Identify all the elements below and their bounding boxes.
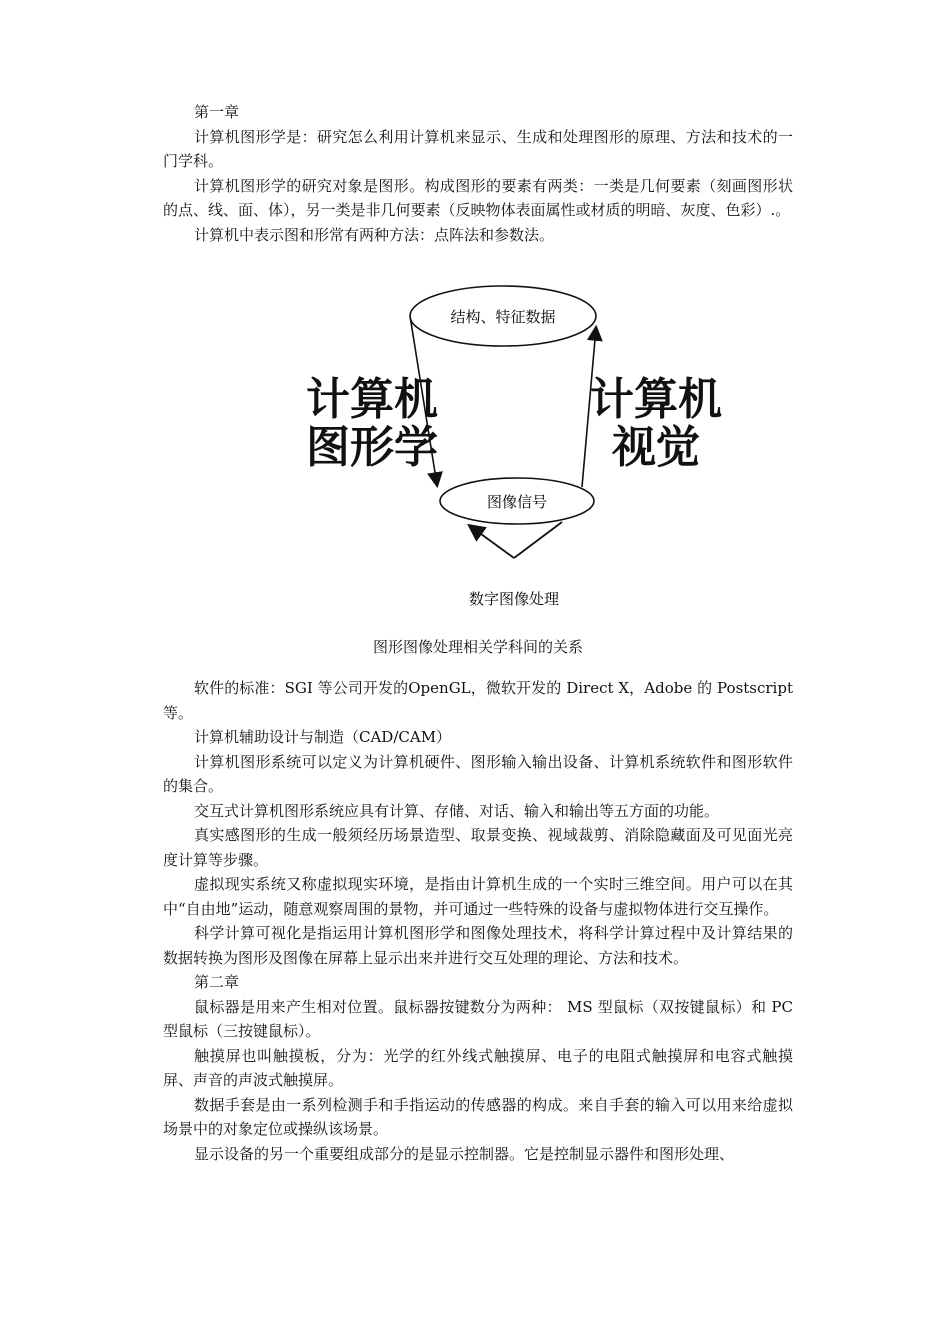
- paragraph: 真实感图形的生成一般须经历场景造型、取景变换、视域裁剪、消除隐藏面及可见面光亮度计算等步骤。: [163, 826, 793, 869]
- relationship-diagram: [306, 282, 740, 622]
- paragraph: 交互式计算机图形系统应具有计算、存储、对话、输入和输出等五方面的功能。: [194, 801, 720, 820]
- figure-caption: 图形图像处理相关学科间的关系: [372, 638, 583, 656]
- bottom-process-label: 数字图像处理: [468, 590, 560, 608]
- paragraph: 触摸屏也叫触摸板，分为：光学的红外线式触摸屏、电子的电阻式触摸屏和电容式触摸屏、声音的声波式触摸屏。: [163, 1046, 793, 1089]
- bottom-ellipse-label: 图像信号: [486, 493, 548, 511]
- chapter-one-heading: 第一章: [194, 103, 240, 121]
- top-ellipse-label: 结构、特征数据: [450, 308, 556, 326]
- paragraph: 数据手套是由一系列检测手和手指运动的传感器的构成。来自手套的输入可以用来给虚拟场景中的对象定位或操纵该场景。: [163, 1095, 793, 1138]
- paragraph: 计算机中表示图和形常有两种方法：点阵法和参数法。: [194, 225, 555, 244]
- paragraph: 显示设备的另一个重要组成部分的是显示控制器。它是控制显示器件和图形处理、: [194, 1144, 735, 1163]
- chapter-two-heading: 第二章: [194, 973, 240, 991]
- paragraph: 科学计算可视化是指运用计算机图形学和图像处理技术，将科学计算过程中及计算结果的数据转换为图形及图像在屏幕上显示出来并进行交互处理的理论、方法和技术。: [163, 924, 793, 967]
- paragraph: 鼠标器是用来产生相对位置。鼠标器按键数分为两种： MS 型鼠标（双按键鼠标）和 PC 型鼠标（三按键鼠标）。: [163, 997, 793, 1040]
- left-big-label-line1: 计算机: [306, 374, 438, 425]
- v-loop-right: [514, 522, 562, 558]
- paragraph: 计算机图形系统可以定义为计算机硬件、图形输入输出设备、计算机系统软件和图形软件的集合。: [163, 752, 793, 795]
- right-big-label-line2: 视觉: [612, 422, 700, 473]
- paragraph: 计算机图形学是：研究怎么利用计算机来显示、生成和处理图形的原理、方法和技术的一门学科。: [163, 127, 793, 170]
- paragraph: 计算机图形学的研究对象是图形。构成图形的要素有两类：一类是几何要素（刻画图形状的点、线、面、体），另一类是非几何要素（反映物体表面属性或材质的明暗、灰度、色彩）.。: [163, 176, 793, 219]
- paragraph: 计算机辅助设计与制造（CAD/CAM）: [194, 728, 452, 746]
- left-big-label-line2: 图形学: [306, 422, 438, 473]
- v-loop-arrow: [470, 526, 514, 558]
- section-two: [163, 676, 793, 1166]
- paragraph: 虚拟现实系统又称虚拟现实环境，是指由计算机生成的一个实时三维空间。用户可以在其中“自由地”运动，随意观察周围的景物，并可通过一些特殊的设备与虚拟物体进行交互操作。: [163, 875, 793, 918]
- paragraph: 软件的标准：SGI 等公司开发的OpenGL，微软开发的 Direct X，Adobe 的 Postscript 等。: [163, 679, 793, 722]
- right-big-label-line1: 计算机: [590, 374, 722, 425]
- section-one: [163, 100, 793, 247]
